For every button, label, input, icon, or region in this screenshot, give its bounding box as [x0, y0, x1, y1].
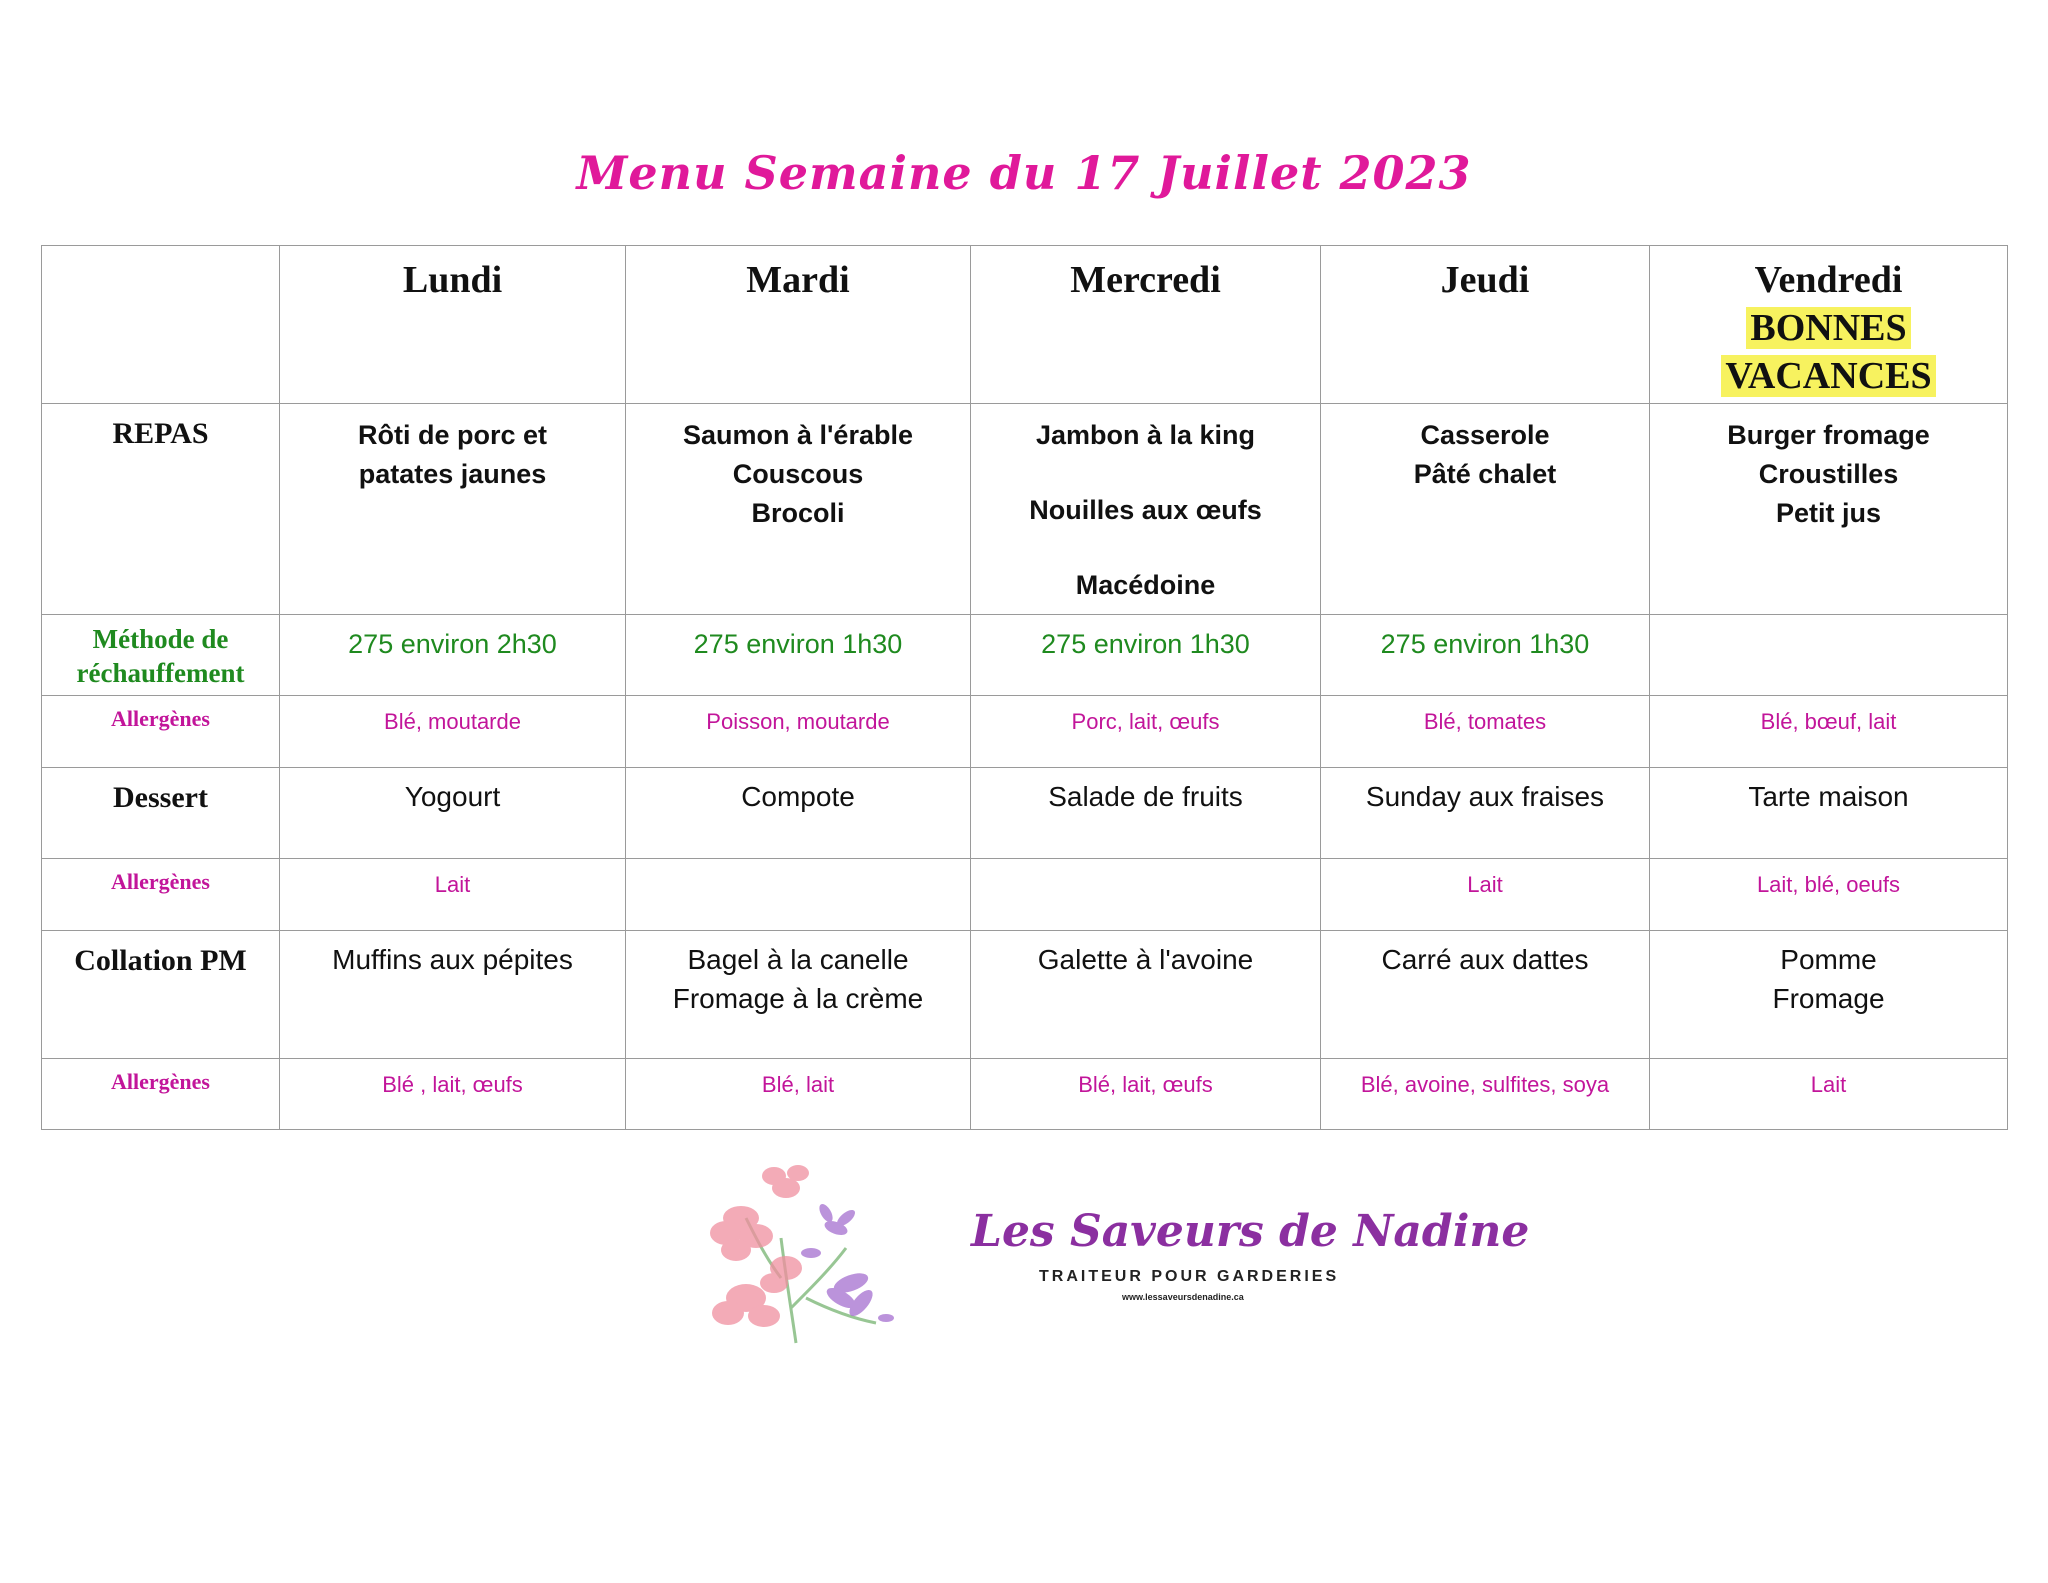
dessert-tuesday: Compote — [626, 768, 971, 859]
vacation-note-line-1: BONNES — [1650, 305, 2007, 353]
repas-wednesday — [971, 404, 1321, 615]
repas-allergens-tuesday: Poisson, moutarde — [626, 696, 971, 768]
collation-tuesday-line-1: Bagel à la canelle — [687, 944, 909, 975]
row-label-dessert: Dessert — [42, 768, 280, 859]
method-monday: 275 environ 2h30 — [280, 615, 626, 696]
repas-allergens-row — [42, 696, 2008, 768]
collation-allergens-wednesday: Blé, lait, œufs — [971, 1059, 1321, 1130]
dessert-allergens-row — [42, 859, 2008, 931]
method-friday — [1650, 615, 2008, 696]
collation-wednesday — [971, 931, 1321, 1059]
repas-tuesday-line-1: Saumon à l'érable — [682, 420, 913, 450]
collation-allergens-tuesday: Blé, lait — [626, 1059, 971, 1130]
brand-website: www.lessaveursdenadine.ca — [1122, 1292, 1244, 1302]
repas-allergens-friday: Blé, bœuf, lait — [1650, 696, 2008, 768]
repas-friday-line-3: Petit jus — [1775, 498, 1882, 529]
repas-wednesday-line-1: Jambon à la king — [1035, 420, 1256, 450]
repas-allergens-thursday: Blé, tomates — [1321, 696, 1650, 768]
repas-tuesday — [626, 404, 971, 615]
page-title: Menu Semaine du 17 Juillet 2023 — [576, 146, 1472, 200]
dessert-allergens-wednesday — [971, 859, 1321, 931]
row-label-method — [42, 615, 280, 696]
collation-thursday — [1321, 931, 1650, 1059]
repas-monday-line-2: patates jaunes — [358, 459, 547, 490]
repas-monday-line-1: Rôti de porc et — [357, 420, 547, 450]
vacation-note-line-2: VACANCES — [1650, 353, 2007, 401]
row-label-method-line-2: réchauffement — [76, 657, 245, 688]
collation-friday — [1650, 931, 2008, 1059]
collation-allergens-thursday: Blé, avoine, sulfites, soya — [1321, 1059, 1650, 1130]
day-header-wednesday: Mercredi — [971, 246, 1321, 404]
repas-friday-line-2: Croustilles — [1758, 459, 1899, 490]
repas-monday — [280, 404, 626, 615]
repas-friday-line-1: Burger fromage — [1727, 420, 1930, 450]
collation-friday-line-2: Fromage — [1772, 982, 1885, 1014]
brand-tagline: TRAITEUR POUR GARDERIES — [1039, 1268, 1340, 1285]
day-header-tuesday: Mardi — [626, 246, 971, 404]
repas-friday — [1650, 404, 2008, 615]
dessert-monday: Yogourt — [280, 768, 626, 859]
row-label-collation-allergens: Allergènes — [42, 1059, 280, 1130]
row-label-repas: REPAS — [42, 404, 280, 615]
row-label-collation: Collation PM — [42, 931, 280, 1059]
day-header-thursday: Jeudi — [1321, 246, 1650, 404]
collation-tuesday-line-2: Fromage à la crème — [672, 982, 924, 1014]
collation-friday-line-1: Pomme — [1780, 944, 1877, 975]
repas-thursday — [1321, 404, 1650, 615]
collation-row — [42, 931, 2008, 1059]
collation-wednesday-line-1: Galette à l'avoine — [1037, 944, 1254, 975]
collation-monday-line-1: Muffins aux pépites — [332, 944, 573, 975]
collation-allergens-monday: Blé , lait, œufs — [280, 1059, 626, 1130]
brand-name: Les Saveurs de Nadine — [971, 1206, 1530, 1257]
collation-tuesday — [626, 931, 971, 1059]
repas-allergens-wednesday: Porc, lait, œufs — [971, 696, 1321, 768]
repas-tuesday-line-3: Brocoli — [751, 498, 845, 529]
method-tuesday: 275 environ 1h30 — [626, 615, 971, 696]
method-thursday: 275 environ 1h30 — [1321, 615, 1650, 696]
dessert-thursday: Sunday aux fraises — [1321, 768, 1650, 859]
method-wednesday: 275 environ 1h30 — [971, 615, 1321, 696]
day-header-monday: Lundi — [280, 246, 626, 404]
collation-allergens-friday: Lait — [1650, 1059, 2008, 1130]
dessert-allergens-tuesday — [626, 859, 971, 931]
company-logo — [686, 1158, 1530, 1348]
row-label-dessert-allergens: Allergènes — [42, 859, 280, 931]
repas-wednesday-line-3: Macédoine — [1075, 570, 1216, 601]
row-label-repas-allergens: Allergènes — [42, 696, 280, 768]
header-row — [42, 246, 2008, 404]
weekly-menu-table — [41, 245, 2008, 1130]
repas-allergens-monday: Blé, moutarde — [280, 696, 626, 768]
dessert-allergens-friday: Lait, blé, oeufs — [1650, 859, 2008, 931]
watercolor-flowers-icon — [686, 1158, 926, 1348]
repas-thursday-line-2: Pâté chalet — [1413, 459, 1557, 490]
dessert-allergens-monday: Lait — [280, 859, 626, 931]
repas-tuesday-line-2: Couscous — [732, 459, 864, 490]
dessert-row — [42, 768, 2008, 859]
repas-wednesday-line-2: Nouilles aux œufs — [1029, 495, 1262, 526]
repas-thursday-line-1: Casserole — [1420, 420, 1550, 450]
row-label-method-line-1: Méthode de — [92, 624, 229, 654]
dessert-allergens-thursday: Lait — [1321, 859, 1650, 931]
dessert-friday: Tarte maison — [1650, 768, 2008, 859]
dessert-wednesday: Salade de fruits — [971, 768, 1321, 859]
day-header-friday — [1650, 246, 2008, 404]
collation-thursday-line-1: Carré aux dattes — [1381, 944, 1589, 975]
collation-monday — [280, 931, 626, 1059]
collation-allergens-row — [42, 1059, 2008, 1130]
repas-row — [42, 404, 2008, 615]
day-header-friday-label: Vendredi — [1754, 259, 1903, 301]
corner-cell — [42, 246, 280, 404]
method-row — [42, 615, 2008, 696]
